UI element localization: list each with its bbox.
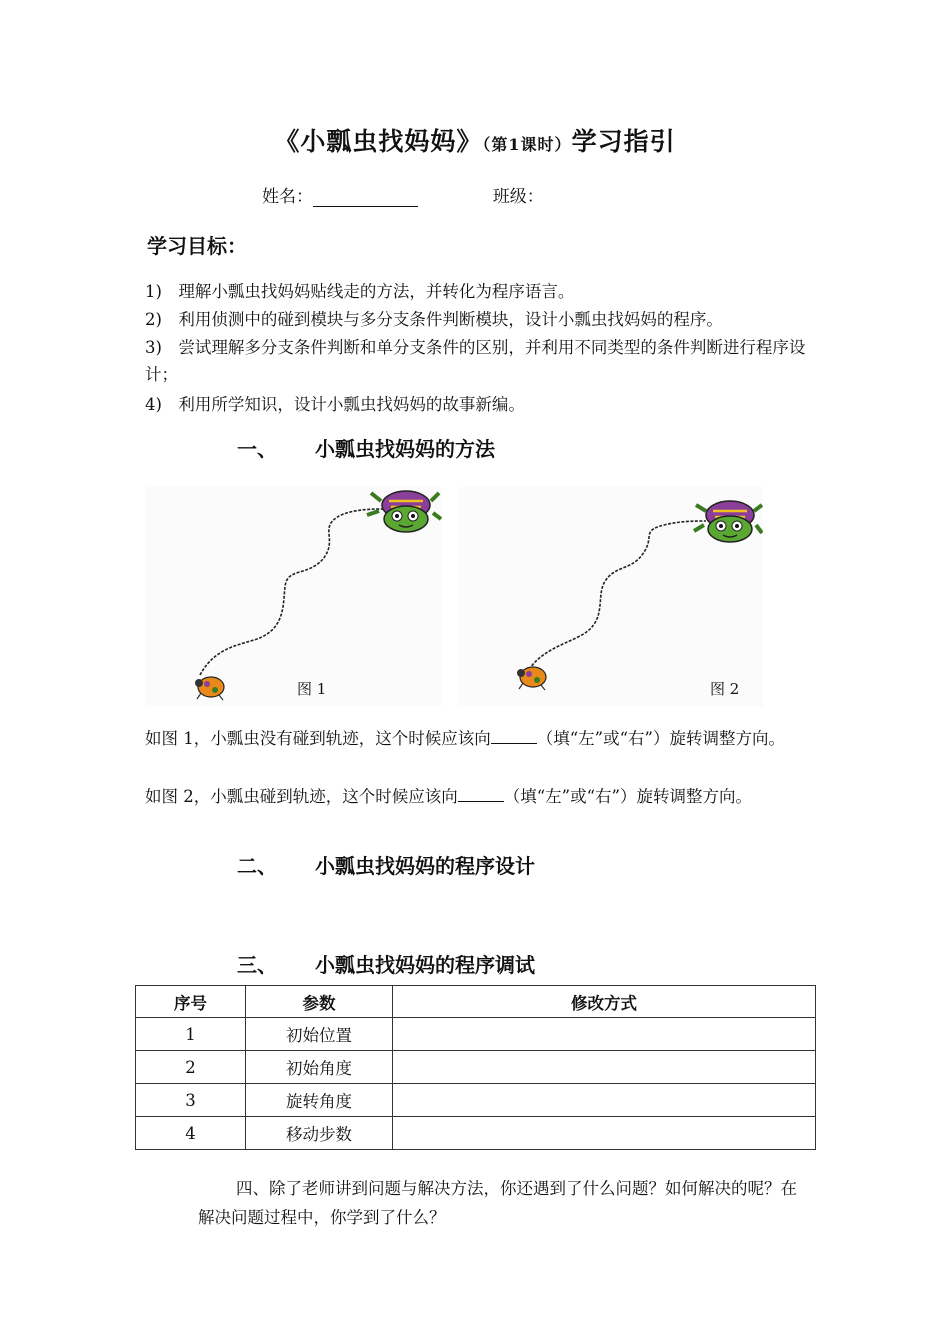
goals-heading: 学习目标： bbox=[147, 234, 247, 258]
goal-item: 1) 理解小瓢虫找妈妈贴线走的方法，并转化为程序语言。 bbox=[145, 282, 575, 301]
question-2-blank[interactable] bbox=[458, 785, 504, 802]
table-row bbox=[136, 1051, 816, 1084]
goal-item: 4) 利用所学知识，设计小瓢虫找妈妈的故事新编。 bbox=[145, 395, 525, 414]
section-2-number: 二、 bbox=[237, 854, 277, 878]
row-number: 3 bbox=[136, 1084, 246, 1117]
section-1-title: 小瓢虫找妈妈的方法 bbox=[315, 437, 495, 461]
row-number: 2 bbox=[136, 1051, 246, 1084]
spider-mother-icon bbox=[367, 491, 441, 532]
header-method: 修改方式 bbox=[393, 986, 816, 1018]
goal-item: 2) 利用侦测中的碰到模块与多分支条件判断模块，设计小瓢虫找妈妈的程序。 bbox=[145, 310, 723, 329]
name-blank[interactable] bbox=[313, 188, 418, 207]
title-sub: （第1课时） bbox=[482, 135, 572, 154]
question-2-tail: （填“左”或“右”）旋转调整方向。 bbox=[503, 787, 752, 806]
section-2-heading bbox=[237, 850, 535, 879]
section-4-question bbox=[198, 1174, 808, 1232]
class-label: 班级： bbox=[492, 187, 544, 207]
question-1-text: 如图 1，小瓢虫没有碰到轨迹，这个时候应该向 bbox=[145, 729, 491, 748]
title-main: 《小瓢虫找妈妈》 bbox=[274, 127, 483, 156]
row-method-cell[interactable] bbox=[393, 1018, 816, 1051]
row-method-cell[interactable] bbox=[393, 1117, 816, 1150]
header-number: 序号 bbox=[136, 986, 246, 1018]
row-method-cell[interactable] bbox=[393, 1051, 816, 1084]
row-number: 1 bbox=[136, 1018, 246, 1051]
section-4-text: 四、除了老师讲到问题与解决方法，你还遇到了什么问题？如何解决的呢？在解决问题过程中，你学到了什么？ bbox=[198, 1179, 797, 1227]
debug-table bbox=[135, 985, 816, 1150]
name-label: 姓名： bbox=[262, 187, 313, 207]
goal-item: 3) 尝试理解多分支条件判断和单分支条件的区别，并利用不同类型的条件判断进行程序设计； bbox=[145, 338, 806, 384]
question-1-blank[interactable] bbox=[491, 727, 537, 744]
row-method-cell[interactable] bbox=[393, 1084, 816, 1117]
row-param: 初始位置 bbox=[246, 1018, 393, 1051]
table-row bbox=[136, 1117, 816, 1150]
section-3-number: 三、 bbox=[237, 953, 277, 977]
row-param: 旋转角度 bbox=[246, 1084, 393, 1117]
figure-2 bbox=[458, 487, 763, 707]
figure-1-label: 图 1 bbox=[297, 680, 327, 698]
row-param: 初始角度 bbox=[246, 1051, 393, 1084]
title-tail: 学习指引 bbox=[571, 127, 676, 156]
student-info-row bbox=[262, 182, 544, 207]
row-param: 移动步数 bbox=[246, 1117, 393, 1150]
question-1 bbox=[145, 724, 807, 753]
section-2-title: 小瓢虫找妈妈的程序设计 bbox=[315, 854, 535, 878]
section-3-title: 小瓢虫找妈妈的程序调试 bbox=[315, 953, 535, 977]
ladybug-icon bbox=[195, 677, 224, 700]
figure-2-drawing bbox=[458, 487, 763, 707]
ladybug-icon bbox=[517, 667, 546, 690]
table-row bbox=[136, 1018, 816, 1051]
question-2 bbox=[145, 782, 807, 811]
section-3-heading bbox=[237, 949, 535, 978]
header-param: 参数 bbox=[246, 986, 393, 1018]
figure-1 bbox=[145, 487, 442, 707]
table-header-row bbox=[136, 986, 816, 1018]
section-1-heading bbox=[237, 433, 495, 462]
table-row bbox=[136, 1084, 816, 1117]
question-2-text: 如图 2，小瓢虫碰到轨迹，这个时候应该向 bbox=[145, 787, 458, 806]
page-title bbox=[0, 122, 950, 158]
question-1-tail: （填“左”或“右”）旋转调整方向。 bbox=[536, 729, 785, 748]
figure-1-drawing bbox=[145, 487, 442, 707]
row-number: 4 bbox=[136, 1117, 246, 1150]
section-1-number: 一、 bbox=[237, 437, 277, 461]
figure-2-label: 图 2 bbox=[710, 680, 740, 698]
